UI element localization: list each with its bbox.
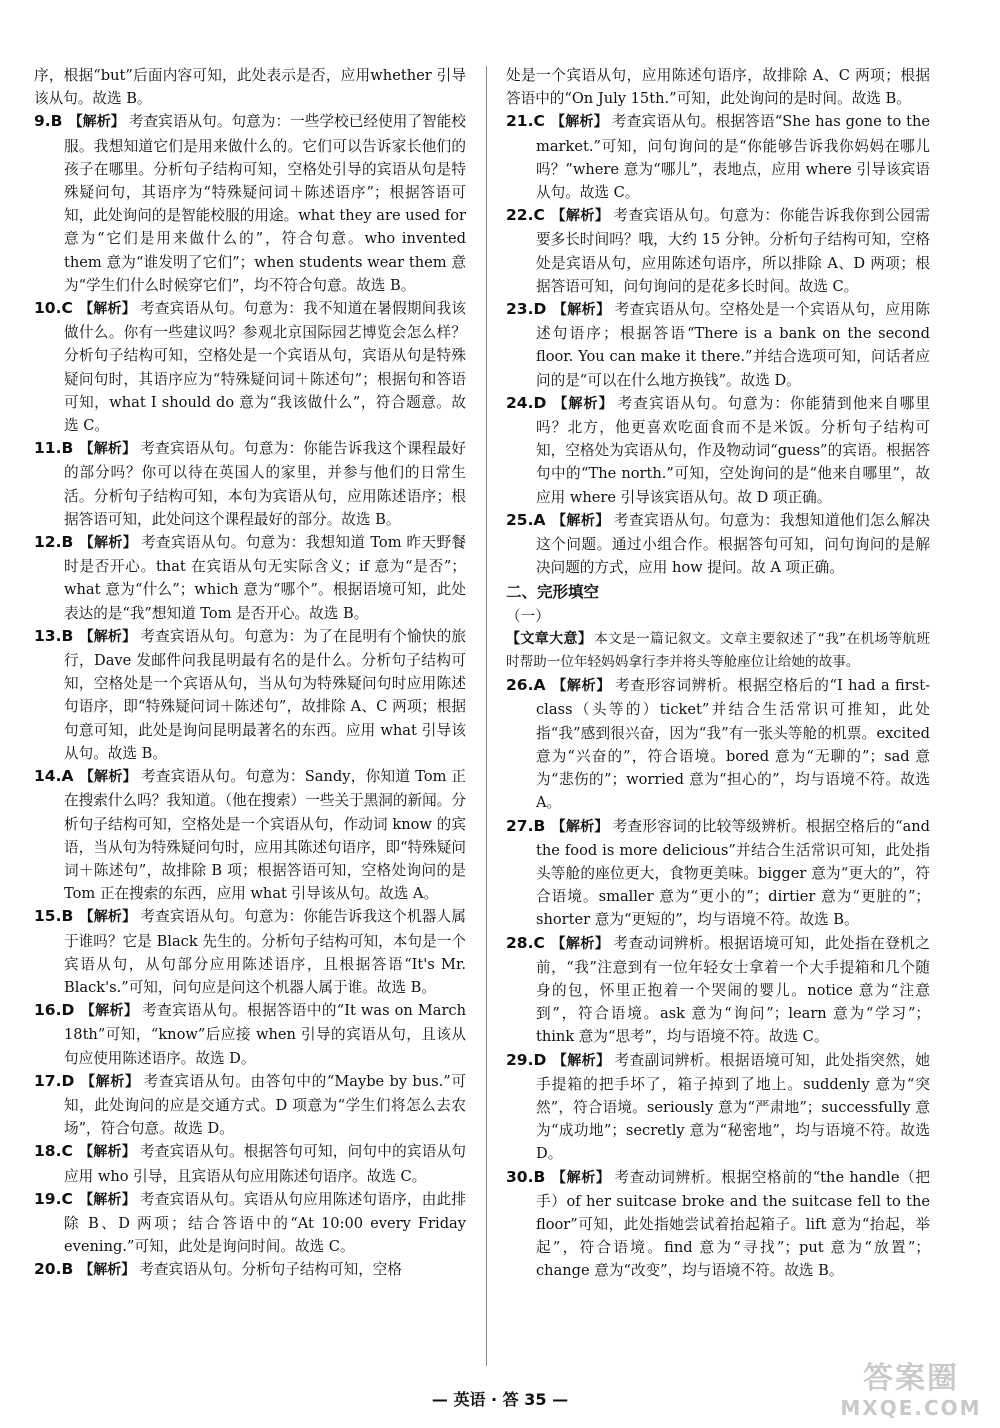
answer-item xyxy=(34,297,466,437)
page-footer: — 英语 · 答 35 — xyxy=(431,1390,569,1409)
answer-number: 14.A xyxy=(34,767,74,786)
answer-item xyxy=(34,437,466,531)
answer-item xyxy=(506,110,930,204)
answer-number: 20.B xyxy=(34,1260,74,1279)
summary-tag: 【文章大意】 xyxy=(506,630,593,647)
answer-item xyxy=(506,1049,930,1166)
analysis-tag: 【解析】 xyxy=(552,395,614,412)
answer-number: 12.B xyxy=(34,533,74,552)
answer-text: 序，根据“but”后面内容可知，此处表示是否，应用whether 引导该从句。故选 B。 xyxy=(34,67,466,108)
answer-number: 26.A xyxy=(506,676,546,695)
summary-text: 本文是一篇记叙文。文章主要叙述了“我”在机场等航班时帮助一位年轻妈妈拿行李并将头等舱座位让给她的故事。 xyxy=(506,630,930,671)
analysis-tag: 【解析】 xyxy=(551,818,609,835)
answer-number: 23.D xyxy=(506,300,547,319)
answer-text: 考查宾语从句。由答句中的“Maybe by bus.”可知，此处询问的应是交通方式。D 项意为“学生们将怎么去农场”，符合句意。故选 D。 xyxy=(64,1072,466,1138)
left-column xyxy=(34,64,466,1283)
analysis-tag: 【解析】 xyxy=(79,535,138,552)
answer-number: 30.B xyxy=(506,1167,546,1186)
answer-item xyxy=(34,1188,466,1259)
watermark-en: MXQE.COM xyxy=(840,1396,982,1420)
answer-item xyxy=(34,531,466,625)
analysis-tag: 【解析】 xyxy=(552,302,611,319)
answer-text: 考查宾语从句。宾语从句应用陈述句语序，由此排除 B、D 两项；结合答语中的“At 10:00 every Friday evening.”可知，此处是询问时间。故选 C。 xyxy=(64,1190,466,1256)
answer-number: 29.D xyxy=(506,1050,547,1069)
analysis-tag: 【解析】 xyxy=(550,208,610,225)
answer-text: 考查宾语从句。句意为：我想知道 Tom 昨天野餐时是否开心。that 在宾语从句无实际含义；if 意为“是否”；what 意为“什么”；which 意为“哪个”。根据语境可知，此处表达的是“我”想知道 Tom 是否开心。故选 B。 xyxy=(64,534,467,622)
answer-list-part1 xyxy=(506,64,930,579)
answer-number: 9.B xyxy=(34,112,63,131)
answer-text: 考查宾语从句。句意为：一些学校已经使用了智能校服。我想知道它们是用来做什么的。它们可以告诉家长他们的孩子在哪里。分析句子结构可知，空格处引导的宾语从句是特殊疑问句，其语序为“特殊疑问词＋陈述语序”；根据答语可知，此处询问的是智能校服的用途。what they are used for 意为“它们是用来做什么的”，符合句意。who invented them 意为“谁发明了它们”；when students wear them 意为“学生们什么时候穿它们”，均不符合句意。故选 B。 xyxy=(64,113,466,294)
answer-text: 考查宾语从句。句意为：你能猜到他来自哪里吗？北方，他更喜欢吃面食而不是米饭。分析句子结构可知，空格处为宾语从句，作及物动词“guess”的宾语。根据答句中的“The north.”可知，空处询问的是“他来自哪里”，故应用 where 引导该宾语从句。故 D 项正确。 xyxy=(536,394,930,506)
answer-item xyxy=(34,1070,466,1141)
analysis-tag: 【解析】 xyxy=(78,1191,137,1208)
answer-item xyxy=(34,999,466,1070)
sub-heading: （一） xyxy=(506,607,550,625)
answer-text: 考查副词辨析。根据语境可知，此处指突然，她手提箱的把手坏了，箱子掉到了地上。suddenly 意为“突然”，符合语境。seriously 意为“严肃地”；successfully 意为“成功地”；secretly 意为“秘密地”，均与语境不符。故选 D。 xyxy=(536,1051,930,1163)
answer-number: 16.D xyxy=(34,1001,75,1020)
answer-text: 考查宾语从句。句意为：我不知道在暑假期间我该做什么。你有一些建议吗？参观北京国际园艺博览会怎么样？分析句子结构可知，空格处是一个宾语从句，宾语从句是特殊疑问句时，其语序应为“特殊疑问词＋陈述句”；根据句和答语可知，what I should do 意为“我该做什么”，符合题意。故选 C。 xyxy=(64,300,466,435)
analysis-tag: 【解析】 xyxy=(551,512,610,529)
answer-text: 考查宾语从句。根据答语“She has gone to the market.”可知，问句询问的是“你能够告诉我你妈妈在哪儿吗？”where 意为“哪儿”，表地点，应用 where 引导该宾语从句。故选 C。 xyxy=(536,113,931,202)
answer-number: 11.B xyxy=(34,439,74,458)
answer-number: 21.C xyxy=(506,112,545,131)
answer-item xyxy=(506,204,930,298)
answer-text: 考查宾语从句。根据答语中的“It was on March 18th”可知，“know”后应接 when 引导的宾语从句，且该从句应使用陈述语序。故选 D。 xyxy=(64,1002,466,1067)
watermark-cn: 答案圈 xyxy=(863,1361,959,1396)
answer-item xyxy=(506,674,930,814)
watermark-logo xyxy=(826,1362,996,1424)
analysis-tag: 【解析】 xyxy=(551,678,612,695)
answer-text: 考查宾语从句。句意为：你能告诉我这个课程最好的部分吗？你可以待在英国人的家里，并参与他们的日常生活。分析句子结构可知，本句为宾语从句，应用陈述语序；根据答语可知，此处问这个课程最好的部分。故选 B。 xyxy=(64,440,466,528)
answer-item xyxy=(34,905,466,999)
answer-text: 考查宾语从句。空格处是一个宾语从句，应用陈述句语序；根据答语“There is a bank on the second floor. You can make it there.”并结合选项可知，问话者应问的是“可以在什么地方换钱”。故选 D。 xyxy=(536,301,930,389)
answer-number: 13.B xyxy=(34,626,74,645)
answer-number: 19.C xyxy=(34,1189,73,1208)
answer-number: 28.C xyxy=(506,933,545,952)
analysis-tag: 【解析】 xyxy=(550,935,610,952)
answer-text: 考查宾语从句。句意为：我想知道他们怎么解决这个问题。通过小组合作。根据答句可知，问句询问的是解决问题的方式，应用 how 提问。故 A 项正确。 xyxy=(536,511,930,577)
analysis-tag: 【解析】 xyxy=(79,769,137,786)
analysis-tag: 【解析】 xyxy=(79,1262,136,1279)
analysis-tag: 【解析】 xyxy=(80,1003,139,1020)
answer-number: 22.C xyxy=(506,206,545,225)
answer-item xyxy=(506,509,930,580)
answer-number: 18.C xyxy=(34,1142,73,1161)
answer-item xyxy=(506,1166,930,1283)
continued-text xyxy=(34,64,466,110)
answer-item xyxy=(506,932,930,1049)
answer-item xyxy=(34,1258,466,1282)
answer-item xyxy=(34,110,466,297)
answer-list-part2 xyxy=(506,674,930,1282)
answer-item xyxy=(506,298,930,392)
answer-text: 考查形容词的比较等级辨析。根据空格后的“and the food is more delicious”并结合生活常识可知，此处指头等舱的座位更大，食物更美味。bigger 意为“更大的”，符合语境。smaller 意为“更小的”；dirtier 意为“更脏的”；shorter 意为“更短的”，均与语境不符。故选 B。 xyxy=(536,817,931,929)
answer-text: 考查宾语从句。句意为：你能告诉我这个机器人属于谁吗？它是 Black 先生的。分析句子结构可知，本句是一个宾语从句，从句部分应用陈述语序，且根据答语“It's Mr. Black's.”可知，问句应是问这个机器人属于谁。故选 B。 xyxy=(64,908,466,996)
analysis-tag: 【解析】 xyxy=(79,628,137,645)
answer-item xyxy=(506,815,930,932)
answer-text: 考查动词辨析。根据语境可知，此处指在登机之前，“我”注意到有一位年轻女士拿着一个大手提箱和几个随身的包，怀里正抱着一个哭闹的婴儿。notice 意为“注意到”，符合语境。ask 意为“询问”；learn 意为“学习”；think 意为“思考”，均与语境不符。故选 C。 xyxy=(536,934,930,1046)
answer-text: 考查宾语从句。句意为：Sandy，你知道 Tom 正在搜索什么吗？我知道。（他在搜索）一些关于黑洞的新闻。分析句子结构可知，空格处是一个宾语从句，作动词 know 的宾语，当从句为特殊疑问句时，应用其陈述句语序，即“特殊疑问词＋陈述句”，故排除 B 项；根据答语可知，空格处询问的是 Tom 正在搜索的东西，应用 what 引导该从句。故选 A。 xyxy=(64,768,466,903)
section-heading: 二、完形填空 xyxy=(506,583,600,602)
answer-text: 处是一个宾语从句，应用陈述句语序，故排除 A、C 两项；根据答语中的“On July 15th.”可知，此处询问的是时间。故选 B。 xyxy=(506,67,930,108)
answer-number: 24.D xyxy=(506,393,547,412)
article-summary xyxy=(506,628,930,674)
analysis-tag: 【解析】 xyxy=(68,114,125,131)
analysis-tag: 【解析】 xyxy=(550,114,608,131)
answer-item xyxy=(34,765,466,905)
answer-number: 25.A xyxy=(506,510,546,529)
analysis-tag: 【解析】 xyxy=(78,301,137,318)
answer-text: 考查宾语从句。根据答句可知，问句中的宾语从句应用 who 引导，且宾语从句应用陈述句语序。故选 C。 xyxy=(64,1143,466,1185)
answer-number: 10.C xyxy=(34,299,73,318)
answer-text: 考查宾语从句。分析句子结构可知，空格 xyxy=(139,1261,402,1279)
analysis-tag: 【解析】 xyxy=(80,1073,140,1090)
analysis-tag: 【解析】 xyxy=(78,1144,137,1161)
continued-text xyxy=(506,64,930,110)
analysis-tag: 【解析】 xyxy=(79,909,137,926)
answer-number: 27.B xyxy=(506,816,546,835)
analysis-tag: 【解析】 xyxy=(552,1052,611,1069)
answer-item xyxy=(34,625,466,765)
answer-text: 考查宾语从句。句意为：你能告诉我你到公园需要多长时间吗？哦，大约 15 分钟。分析句子结构可知，空格处是宾语从句，应用陈述句语序，所以排除 A、D 两项；根据答语可知，问句询问的是花多长时间。故选 C。 xyxy=(536,207,930,295)
answer-number: 15.B xyxy=(34,907,74,926)
answer-number: 17.D xyxy=(34,1071,75,1090)
answer-text: 考查形容词辨析。根据空格后的“I had a first-class（头等的）ticket”并结合生活常识可推知，此处指“我”感到很兴奋，因为“我”有一张头等舱的机票。excited 意为“兴奋的”，符合语境。bored 意为“无聊的”；sad 意为“悲伤的”；worried 意为“担心的”，均与语境不符。故选 A。 xyxy=(536,677,931,812)
analysis-tag: 【解析】 xyxy=(551,1169,611,1186)
right-column xyxy=(506,64,930,1283)
answer-item xyxy=(34,1140,466,1187)
analysis-tag: 【解析】 xyxy=(79,441,137,458)
answer-text: 考查动词辨析。根据空格前的“the handle（把手）of her suitcase broke and the suitcase fell to the floor”可知，此处指她尝试着抬起箱子。lift 意为“抬起，举起”，符合语境。find 意为“寻找”；put 意为“放置”；change 意为“改变”，均与语境不符。故选 B。 xyxy=(536,1168,931,1280)
answer-text: 考查宾语从句。句意为：为了在昆明有个愉快的旅行，Dave 发邮件问我昆明最有名的是什么。分析句子结构可知，空格处是一个宾语从句，当从句为特殊疑问句时应用陈述句语序，即“特殊疑问词＋陈述句”，故排除 A、C 两项；根据句意可知，此处是询问昆明最著名的东西。应用 what 引导该从句。故选 B。 xyxy=(64,627,466,762)
answer-item xyxy=(506,392,930,509)
column-divider xyxy=(486,66,487,1366)
